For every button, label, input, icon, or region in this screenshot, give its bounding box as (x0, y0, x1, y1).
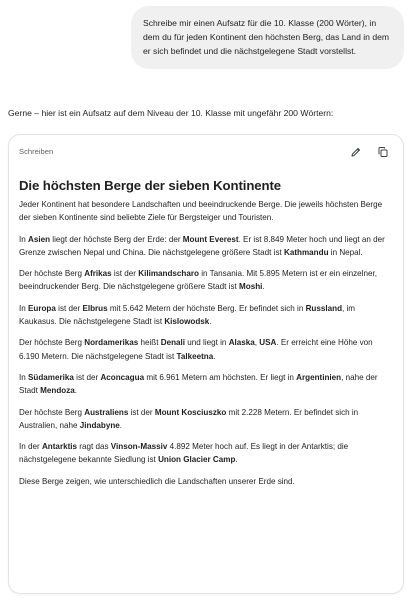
paragraph-text: In (19, 234, 28, 244)
essay-paragraph (19, 233, 395, 260)
bold-term: Alaska (228, 338, 255, 348)
essay-paragraph (19, 198, 395, 225)
bold-term: Union Glacier Camp (158, 455, 236, 465)
paragraph-text: und liegt in (185, 338, 229, 348)
essay-paragraph (19, 267, 395, 294)
bold-term: Elbrus (82, 303, 108, 313)
essay-body (19, 177, 395, 496)
paragraph-text: mit 6.961 Metern am höchsten. Er liegt in (144, 372, 297, 382)
card-label: Schreiben (19, 147, 54, 156)
bold-term: Argentinien (296, 372, 342, 382)
bold-term: Nordamerikas (84, 338, 139, 348)
essay-paragraph (19, 406, 395, 433)
paragraph-text: Der höchste Berg (19, 407, 85, 417)
user-message-text: Schreibe mir einen Aufsatz für die 10. Klasse (200 Wörter), in dem du für jeden Kontinent den höchsten Berg, das Land in dem er sich befindet und die nächstgelegene Stadt vorstellst. (143, 18, 390, 56)
paragraph-text: In der (19, 442, 42, 452)
paragraph-text: . (209, 317, 212, 327)
essay-paragraph (19, 336, 395, 363)
paragraph-text: Der höchste Berg (19, 269, 85, 279)
bold-term: Kislowodsk (164, 317, 210, 327)
bold-term: Jindabyne (79, 420, 120, 430)
paragraph-text: , im Kaukasus. Die nächstgelegene Stadt ist (19, 303, 356, 327)
writing-card-header (9, 135, 403, 167)
paragraph-text: ist der (111, 269, 139, 279)
paragraph-text: . Er erreicht eine Höhe von 6.190 Metern. Die nächstgelegene Stadt ist (19, 338, 373, 361)
bold-term: Vinson-Massiv (110, 442, 168, 452)
writing-card (8, 134, 404, 594)
paragraph-text: ist der (128, 407, 155, 417)
bold-term: Mendoza (40, 386, 75, 396)
bold-term: Europa (28, 303, 56, 313)
essay-paragraph (19, 475, 395, 488)
paragraph-text: In (19, 303, 28, 313)
paragraph-text: ist der (73, 372, 101, 382)
essay-paragraph (19, 302, 395, 329)
copy-icon (377, 146, 389, 158)
paragraph-text: . (235, 455, 238, 465)
paragraph-text: 4.892 Meter hoch auf. Es liegt in der Antarktis; die nächstgelegene bekannte Siedlung ist (19, 442, 349, 465)
bold-term: Asien (28, 234, 51, 244)
paragraph-text: mit 2.228 Metern. Er befindet sich in Australien, nahe (19, 407, 359, 430)
paragraph-text: mit 5.642 Metern der höchste Berg. Er befindet sich in (107, 303, 306, 313)
essay-title: Die höchsten Berge der sieben Kontinente (19, 178, 281, 193)
paragraph-text: ragt das (77, 442, 111, 452)
pencil-icon (350, 146, 362, 158)
paragraph-text: heißt (138, 338, 161, 348)
assistant-intro-text: Gerne – hier ist ein Aufsatz auf dem Niveau der 10. Klasse mit ungefähr 200 Wörtern: (8, 108, 334, 118)
bold-term: Russland (305, 303, 343, 313)
paragraph-text: . (213, 351, 216, 361)
paragraph-text: Diese Berge zeigen, wie unterschiedlich die Landschaften unserer Erde sind. (19, 476, 295, 486)
bold-term: Antarktis (41, 442, 78, 452)
bold-term: Aconcagua (100, 372, 145, 382)
essay-paragraph (19, 371, 395, 398)
essay-paragraph (19, 440, 395, 467)
bold-term: Moshi (239, 282, 263, 292)
bold-term: Talkeetna (176, 351, 214, 361)
bold-term: Mount Kosciuszko (154, 407, 227, 417)
paragraph-text: in Nepal. (328, 247, 363, 257)
user-message-bubble (131, 6, 404, 69)
bold-term: Kilimandscharo (138, 269, 199, 279)
paragraph-text: . (262, 282, 265, 292)
paragraph-text: ist der (55, 303, 83, 313)
paragraph-text: In (19, 372, 28, 382)
paragraph-text: , (254, 338, 260, 348)
bold-term: Australiens (84, 407, 129, 417)
paragraph-text: . Er ist 8.849 Meter hoch und liegt an der Grenze zwischen Nepal und China. Die nächstgelegene größere Stadt ist (19, 234, 385, 257)
paragraph-text: liegt der höchste Berg der Erde: der (50, 234, 183, 244)
paragraph-text: . (74, 386, 78, 396)
paragraph-text: . (119, 420, 123, 430)
edit-button[interactable] (348, 144, 364, 160)
essay-paragraphs (19, 198, 395, 488)
paragraph-text: , nahe der Stadt (19, 372, 378, 396)
bold-term: Mount Everest (182, 234, 239, 244)
bold-term: Kathmandu (284, 247, 329, 257)
bold-term: USA (259, 338, 277, 348)
paragraph-text: Jeder Kontinent hat besondere Landschaften und beeindruckende Berge. Die jeweils höchsten Berge der sieben Kontinente sind beliebte Ziele für Bergsteiger und Touristen. (19, 200, 383, 223)
copy-button[interactable] (375, 144, 391, 160)
bold-term: Afrikas (84, 269, 112, 279)
paragraph-text: Der höchste Berg (19, 338, 85, 348)
paragraph-text: in Tansania. Mit 5.895 Metern ist er ein einzelner, beeindruckender Berg. Die nächstgelegene größere Stadt ist (19, 269, 377, 292)
bold-term: Südamerika (28, 372, 74, 382)
bold-term: Denali (160, 338, 186, 348)
